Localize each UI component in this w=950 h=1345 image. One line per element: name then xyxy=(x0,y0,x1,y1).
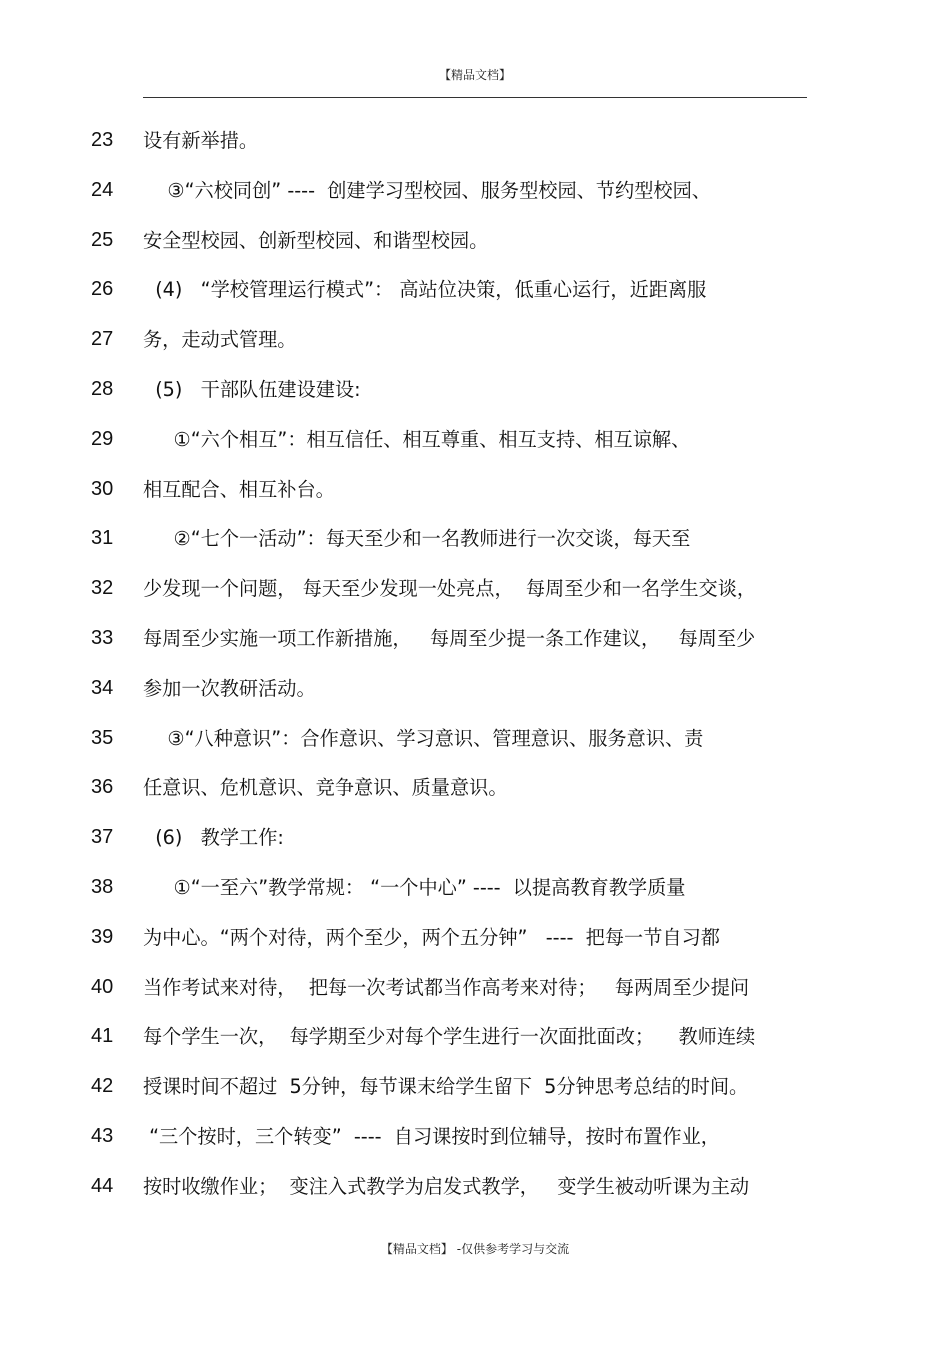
header-divider xyxy=(143,97,807,98)
line-number: 44 xyxy=(91,1174,114,1197)
line-text: ①“一至六”教学常规： “一个中心” ---- 以提高教育教学质量 xyxy=(143,875,686,899)
document-line xyxy=(0,265,950,315)
line-text: 授课时间不超过 5分钟，每节课末给学生留下 5分钟思考总结的时间。 xyxy=(143,1075,749,1099)
document-line xyxy=(0,614,950,664)
page-header-label: 【精品文档】 xyxy=(438,68,511,82)
line-text: 少发现一个问题， 每天至少发现一处亮点， 每周至少和一名学生交谈， xyxy=(143,577,757,601)
line-number: 39 xyxy=(91,925,114,948)
line-text: “三个按时，三个转变” ---- 自习课按时到位辅导，按时布置作业， xyxy=(143,1124,720,1148)
line-text: ③“六校同创” ---- 创建学习型校园、服务型校园、节约型校园、 xyxy=(143,178,711,202)
line-number: 34 xyxy=(91,676,114,699)
document-line xyxy=(0,365,950,415)
line-text: 安全型校园、创新型校园、和谐型校园。 xyxy=(143,228,489,252)
document-line xyxy=(0,514,950,564)
line-text: 当作考试来对待， 把每一次考试都当作高考来对待； 每两周至少提问 xyxy=(143,975,750,999)
line-text: ③“八种意识”：合作意识、学习意识、管理意识、服务意识、责 xyxy=(143,726,704,750)
line-number: 27 xyxy=(91,328,114,351)
line-number: 36 xyxy=(91,776,114,799)
line-number: 35 xyxy=(91,726,114,749)
line-text: 务，走动式管理。 xyxy=(143,328,297,352)
line-text: (4) “学校管理运行模式”： 高站位决策，低重心运行，近距离服 xyxy=(143,278,707,302)
line-text: 相互配合、相互补台。 xyxy=(143,477,335,501)
line-number: 38 xyxy=(91,875,114,898)
line-number: 28 xyxy=(91,377,114,400)
line-text: ②“七个一活动”：每天至少和一名教师进行一次交谈，每天至 xyxy=(143,527,691,551)
line-number: 37 xyxy=(91,826,114,849)
line-text: 任意识、危机意识、竞争意识、质量意识。 xyxy=(143,776,508,800)
line-number: 26 xyxy=(91,278,114,301)
line-number: 41 xyxy=(91,1025,114,1048)
line-text: 每周至少实施一项工作新措施， 每周至少提一条工作建议， 每周至少 xyxy=(143,626,756,650)
line-text: (5) 干部队伍建设建设: xyxy=(143,377,361,401)
line-number: 29 xyxy=(91,427,114,450)
line-number: 30 xyxy=(91,477,114,500)
line-number: 25 xyxy=(91,228,114,251)
document-line xyxy=(0,1012,950,1062)
document-line xyxy=(0,913,950,963)
document-line xyxy=(0,763,950,813)
line-text: 设有新举措。 xyxy=(143,129,259,152)
document-line xyxy=(0,315,950,365)
document-line xyxy=(0,1162,950,1212)
document-line xyxy=(0,664,950,714)
document-line xyxy=(0,863,950,913)
line-text: 按时收缴作业； 变注入式教学为启发式教学， 变学生被动听课为主动 xyxy=(143,1174,750,1198)
document-line xyxy=(0,1112,950,1162)
document-line xyxy=(0,714,950,764)
line-number: 42 xyxy=(91,1075,114,1098)
document-line xyxy=(0,564,950,614)
document-line xyxy=(0,216,950,266)
line-number: 33 xyxy=(91,626,114,649)
document-line xyxy=(0,963,950,1013)
document-body xyxy=(0,116,950,1212)
document-line xyxy=(0,1062,950,1112)
line-number: 23 xyxy=(91,129,114,151)
line-number: 32 xyxy=(91,577,114,600)
document-line xyxy=(0,813,950,863)
page-footer-label: 【精品文档】 -仅供参考学习与交流 xyxy=(380,1242,570,1256)
line-number: 43 xyxy=(91,1124,114,1147)
line-text: (6) 教学工作: xyxy=(143,826,284,850)
document-line xyxy=(0,166,950,216)
line-text: 为中心。“两个对待，两个至少，两个五分钟” ---- 把每一节自习都 xyxy=(143,925,720,949)
line-text: ①“六个相互”：相互信任、相互尊重、相互支持、相互谅解、 xyxy=(143,427,691,451)
document-line xyxy=(0,465,950,515)
document-line xyxy=(0,116,950,166)
line-number: 40 xyxy=(91,975,114,998)
line-text: 每个学生一次， 每学期至少对每个学生进行一次面批面改； 教师连续 xyxy=(143,1025,756,1049)
line-number: 31 xyxy=(91,527,114,550)
line-number: 24 xyxy=(91,178,114,201)
document-line xyxy=(0,415,950,465)
line-text: 参加一次教研活动。 xyxy=(143,676,316,700)
